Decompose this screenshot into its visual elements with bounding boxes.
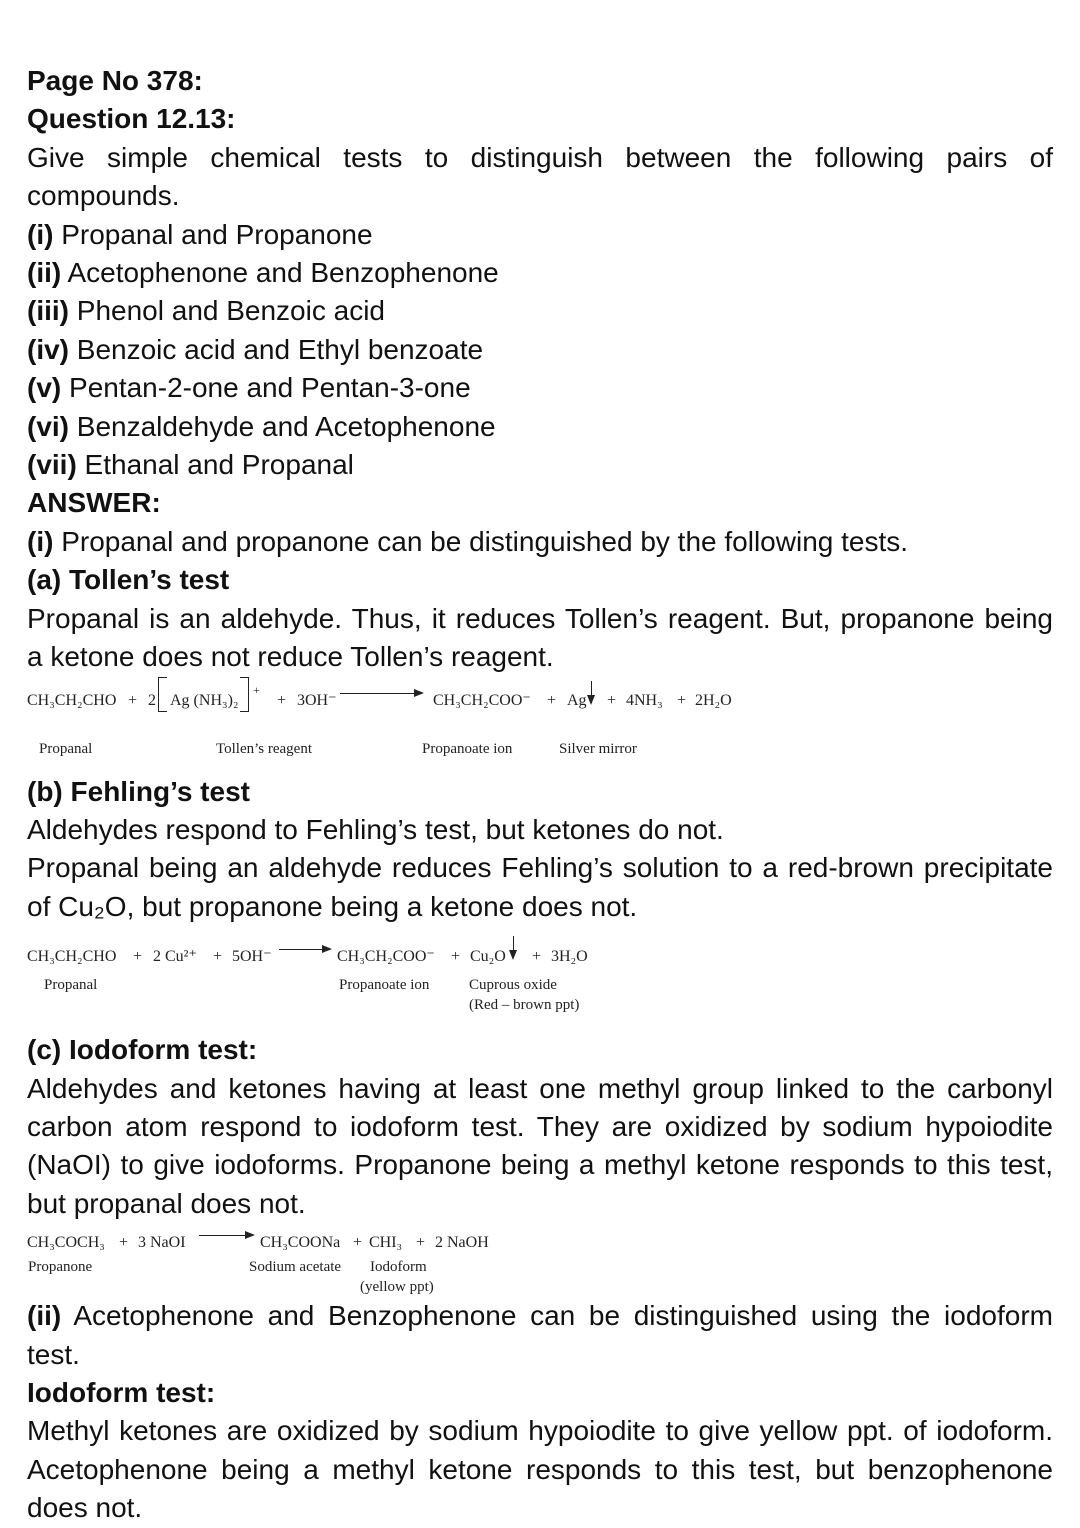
answer-page	[27, 62, 1053, 1528]
eq-coefficient: 2	[148, 691, 156, 709]
right-bracket	[240, 677, 249, 712]
part-ii-intro-text: Acetophenone and Benzophenone can be distinguished using the iodoform	[61, 1300, 1053, 1332]
item-number: (vii)	[27, 449, 77, 481]
eq-hydroxide: 5OH⁻	[232, 948, 272, 966]
question-prompt-line: Give simple chemical tests to distinguish between the following pairs of	[27, 141, 1053, 173]
eq-label: Propanal	[44, 977, 98, 994]
page-number: Page No 378:	[27, 65, 203, 96]
part-ii-text-line: test.	[27, 1338, 80, 1370]
eq-reactant: CH₃COCH₃	[27, 1234, 105, 1252]
question-item	[27, 408, 1053, 446]
eq-reactant: CH₃CH₂CHO	[27, 691, 117, 709]
iodoform-text-line: but propanal does not.	[27, 1187, 306, 1219]
question-item	[27, 254, 1053, 292]
eq-plus: +	[416, 1234, 426, 1252]
part-intro-text: Propanal and propanone can be distinguished by the following tests.	[53, 525, 909, 557]
eq-label: (yellow ppt)	[360, 1279, 434, 1296]
eq-label: Tollen’s reagent	[216, 740, 312, 757]
part-ii-text-line	[27, 1297, 1053, 1335]
item-text: Acetophenone and Benzophenone	[61, 257, 499, 289]
eq-product: 3H₂O	[551, 948, 588, 966]
part-ii-text-line: Acetophenone being a methyl ketone responds to this test, but benzophenone	[27, 1453, 1053, 1485]
eq-plus: +	[451, 948, 461, 966]
eq-label: (Red – brown ppt)	[469, 997, 580, 1014]
iodoform-text-line: (NaOI) to give iodoforms. Propanone being a methyl ketone responds to this test,	[27, 1149, 1053, 1181]
precipitate-arrow-icon	[513, 936, 514, 958]
eq-label: Propanone	[28, 1259, 93, 1276]
answer-heading: ANSWER:	[27, 487, 161, 519]
eq-label: Iodoform	[370, 1259, 427, 1276]
eq-product: CH₃CH₂COO⁻	[433, 691, 531, 709]
question-number: Question 12.13:	[27, 103, 236, 135]
eq-product: Cu₂O	[470, 948, 506, 966]
eq-complex: Ag (NH₃)₂	[170, 691, 239, 709]
iodoform-text-line: carbon atom respond to iodoform test. They are oxidized by sodium hypoiodite	[27, 1110, 1053, 1142]
part-ii-text-line: Methyl ketones are oxidized by sodium hypoiodite to give yellow ppt. of iodoform.	[27, 1415, 1053, 1447]
question-item	[27, 446, 1053, 484]
item-text: Pentan-2-one and Pentan-3-one	[61, 372, 471, 404]
eq-label: Cuprous oxide	[469, 977, 557, 994]
item-text: Ethanal and Propanal	[76, 449, 354, 481]
eq-plus: +	[677, 691, 687, 709]
part-ii-text-line: does not.	[27, 1492, 143, 1524]
fehlings-test-heading: (b) Fehling’s test	[27, 775, 250, 807]
eq-product: Ag	[567, 691, 587, 709]
eq-plus: +	[119, 1234, 129, 1252]
eq-plus: +	[213, 948, 223, 966]
item-number: (ii)	[27, 257, 62, 289]
eq-label: Sodium acetate	[249, 1259, 342, 1276]
question-item	[27, 292, 1053, 330]
eq-product: 4NH₃	[626, 691, 663, 709]
eq-label: Propanal	[39, 740, 93, 757]
iodoform-test-heading: (c) Iodoform test:	[27, 1034, 258, 1066]
fehlings-text-line: Aldehydes respond to Fehling’s test, but ketones do not.	[27, 813, 724, 845]
item-number: (v)	[27, 372, 62, 404]
eq-hydroxide: 3OH⁻	[297, 691, 337, 709]
eq-reactant: CH₃CH₂CHO	[27, 948, 117, 966]
answer-intro	[27, 523, 1053, 561]
fehlings-text-line: Propanal being an aldehyde reduces Fehling’s solution to a red-brown precipitate	[27, 852, 1053, 884]
eq-product: 2 NaOH	[435, 1234, 489, 1252]
iodoform-text-line: Aldehydes and ketones having at least one methyl group linked to the carbonyl	[27, 1072, 1053, 1104]
item-number: (vi)	[27, 410, 69, 442]
eq-plus: +	[607, 691, 617, 709]
item-number: (iii)	[27, 295, 69, 327]
fehlings-equation	[27, 926, 1053, 1031]
question-item	[27, 369, 1053, 407]
eq-reagent: 3 NaOI	[138, 1234, 186, 1252]
eq-plus: +	[547, 691, 557, 709]
fehlings-text-line: of Cu₂O, but propanone being a ketone does not.	[27, 890, 638, 922]
tollens-equation	[27, 677, 1053, 773]
eq-copper-ion: 2 Cu²⁺	[153, 948, 197, 966]
item-text: Benzaldehyde and Acetophenone	[69, 410, 496, 442]
tollens-test-heading: (a) Tollen’s test	[27, 564, 230, 596]
eq-product: 2H₂O	[695, 691, 732, 709]
eq-plus: +	[532, 948, 542, 966]
eq-product: CHI₃	[369, 1234, 403, 1252]
reaction-arrow-icon	[279, 949, 330, 950]
item-text: Phenol and Benzoic acid	[69, 295, 385, 327]
precipitate-arrow-icon	[591, 681, 592, 703]
reaction-arrow-icon	[340, 693, 422, 694]
eq-label: Propanoate ion	[422, 740, 513, 757]
eq-product: CH₃CH₂COO⁻	[337, 948, 435, 966]
eq-product: CH₃COONa	[260, 1234, 341, 1252]
eq-plus: +	[133, 948, 143, 966]
question-prompt-line: compounds.	[27, 180, 180, 212]
item-number: (iv)	[27, 333, 69, 365]
tollens-text-line: a ketone does not reduce Tollen’s reagent.	[27, 641, 554, 673]
left-bracket	[158, 677, 167, 712]
item-text: Benzoic acid and Ethyl benzoate	[69, 333, 484, 365]
part-number: (ii)	[27, 1300, 62, 1332]
part-number: (i)	[27, 525, 54, 557]
question-item	[27, 331, 1053, 369]
iodoform-equation	[27, 1223, 1053, 1297]
eq-plus: +	[353, 1234, 363, 1252]
item-text: Propanal and Propanone	[53, 218, 373, 250]
question-item	[27, 216, 1053, 254]
eq-plus: +	[277, 691, 287, 709]
eq-plus: +	[128, 691, 138, 709]
reaction-arrow-icon	[199, 1235, 253, 1236]
eq-label: Propanoate ion	[339, 977, 430, 994]
tollens-text-line: Propanal is an aldehyde. Thus, it reduces Tollen’s reagent. But, propanone being	[27, 602, 1053, 634]
eq-charge: +	[253, 682, 260, 697]
eq-label: Silver mirror	[559, 740, 637, 757]
item-number: (i)	[27, 218, 54, 250]
part-ii-iodoform-heading: Iodoform test:	[27, 1376, 216, 1408]
